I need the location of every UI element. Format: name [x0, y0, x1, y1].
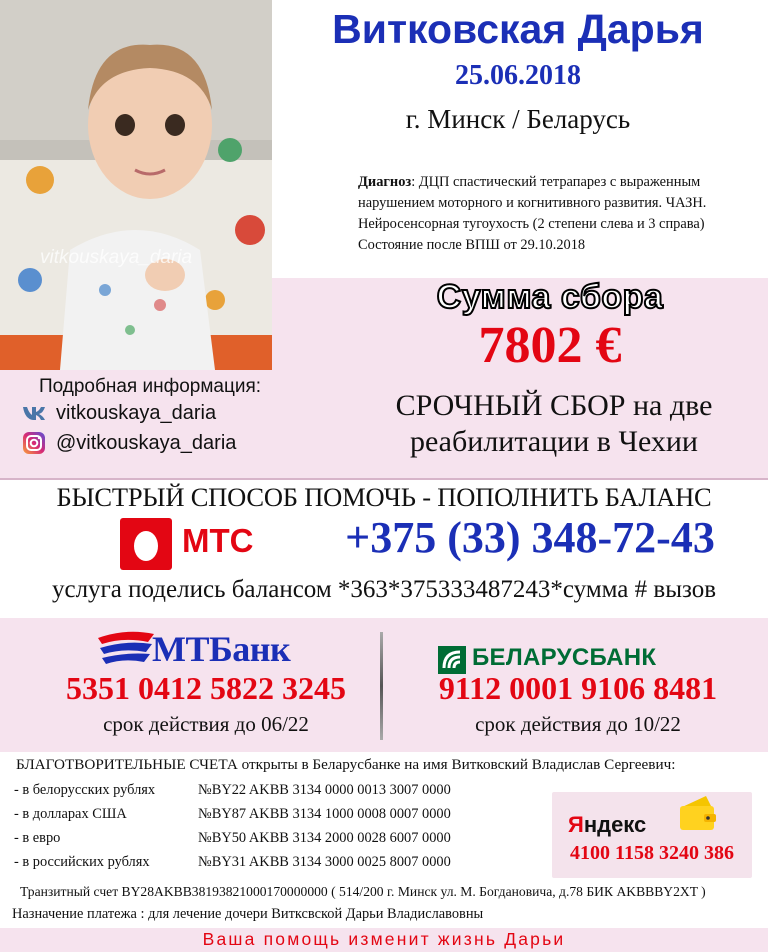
accounts-title: БЛАГОТВОРИТЕЛЬНЫЕ СЧЕТА открыты в Беларусбанке на имя Витковский Владислав Сергеевич: [16, 756, 676, 773]
vk-link[interactable] [22, 400, 282, 426]
child-name: Витковская Дарья [332, 6, 704, 52]
mts-egg-icon [120, 518, 172, 570]
yandex-wallet-icon [676, 794, 720, 832]
yandex-brand [568, 812, 646, 838]
account-number: №BY50 AKBB 3134 2000 0028 6007 0000 [198, 830, 451, 846]
account-number: №BY87 AKBB 3134 1000 0008 0007 0000 [198, 806, 451, 822]
photo-watermark: vitkouskaya_daria [40, 247, 193, 268]
ussd-instruction: услуга поделись балансом *363*375333487243*сумма # вызов [51, 576, 717, 603]
sum-label: Сумма сбора [436, 278, 664, 316]
date-of-birth: 25.06.2018 [455, 60, 581, 91]
instagram-link[interactable] [22, 430, 282, 456]
footer-slogan: Ваша помощь изменит жизнь Дарьи [202, 929, 566, 949]
diagnosis-body: : ДЦП спастический тетрапарез с выраженным нарушением моторного и когнитивного развития. ЧАЗН. Нейросенсорная тугоухость (2 степени слева и 3 справа) Состояние после ВПШ от 29.10.2018 [358, 174, 707, 253]
urgent-text [340, 388, 768, 460]
account-row [14, 806, 534, 826]
account-row [14, 854, 534, 874]
belarusbank-expiry: срок действия до 10/22 [475, 712, 681, 736]
sum-value: 7802 € [478, 317, 622, 374]
urgent-line-2: реабилитации в Чехии [410, 425, 698, 458]
belarusbank-card-number: 9112 0001 9106 8481 [438, 670, 718, 706]
account-row [14, 782, 534, 802]
yandex-brand-first: Я [568, 812, 584, 837]
transit-account: Транзитный счет BY28AKBB38193821000170000000 ( 514/200 г. Минск ул. М. Богдановича, д.78 БИК AKBBBY2XT ) [20, 884, 706, 899]
account-currency: - в российских рублях [14, 854, 150, 870]
mts-brand: МТС [182, 522, 254, 559]
urgent-line-1: СРОЧНЫЙ СБОР на две [395, 389, 713, 422]
divider-line [0, 478, 768, 480]
diagnosis-text [358, 172, 763, 256]
vk-icon [22, 401, 46, 425]
instagram-handle: @vitkouskaya_daria [56, 431, 237, 454]
account-number: №BY22 AKBB 3134 0000 0013 3007 0000 [198, 782, 451, 798]
vk-handle: vitkouskaya_daria [56, 401, 217, 424]
mts-phone: +375 (33) 348-72-43 [345, 513, 715, 562]
belarusbank-name: БЕЛАРУСБАНК [472, 644, 657, 671]
mtbank-name: МТБанк [152, 629, 291, 669]
city: г. Минск / Беларусь [405, 104, 631, 134]
fast-help-title: БЫСТРЫЙ СПОСОБ ПОМОЧЬ - ПОПОЛНИТЬ БАЛАНС [56, 482, 712, 512]
account-currency: - в евро [14, 830, 61, 846]
account-row [14, 830, 534, 850]
yandex-wallet-number: 4100 1158 3240 386 [570, 842, 734, 864]
account-currency: - в долларах США [14, 806, 127, 822]
account-number: №BY31 AKBB 3134 3000 0025 8007 0000 [198, 854, 451, 870]
child-photo [0, 0, 272, 370]
mtbank-expiry: срок действия до 06/22 [103, 712, 309, 736]
payment-purpose: Назначение платежа : для лечение дочери Витксвской Дарьи Владиславовны [12, 906, 484, 922]
instagram-icon [22, 431, 46, 455]
mtbank-logo-icon [96, 628, 156, 668]
yandex-brand-rest: ндекс [583, 812, 647, 837]
info-title: Подробная информация: [38, 376, 262, 397]
account-currency: - в белорусских рублях [14, 782, 156, 798]
mtbank-card-number: 5351 0412 5822 3245 [66, 670, 346, 706]
diagnosis-label: Диагноз [358, 174, 412, 190]
